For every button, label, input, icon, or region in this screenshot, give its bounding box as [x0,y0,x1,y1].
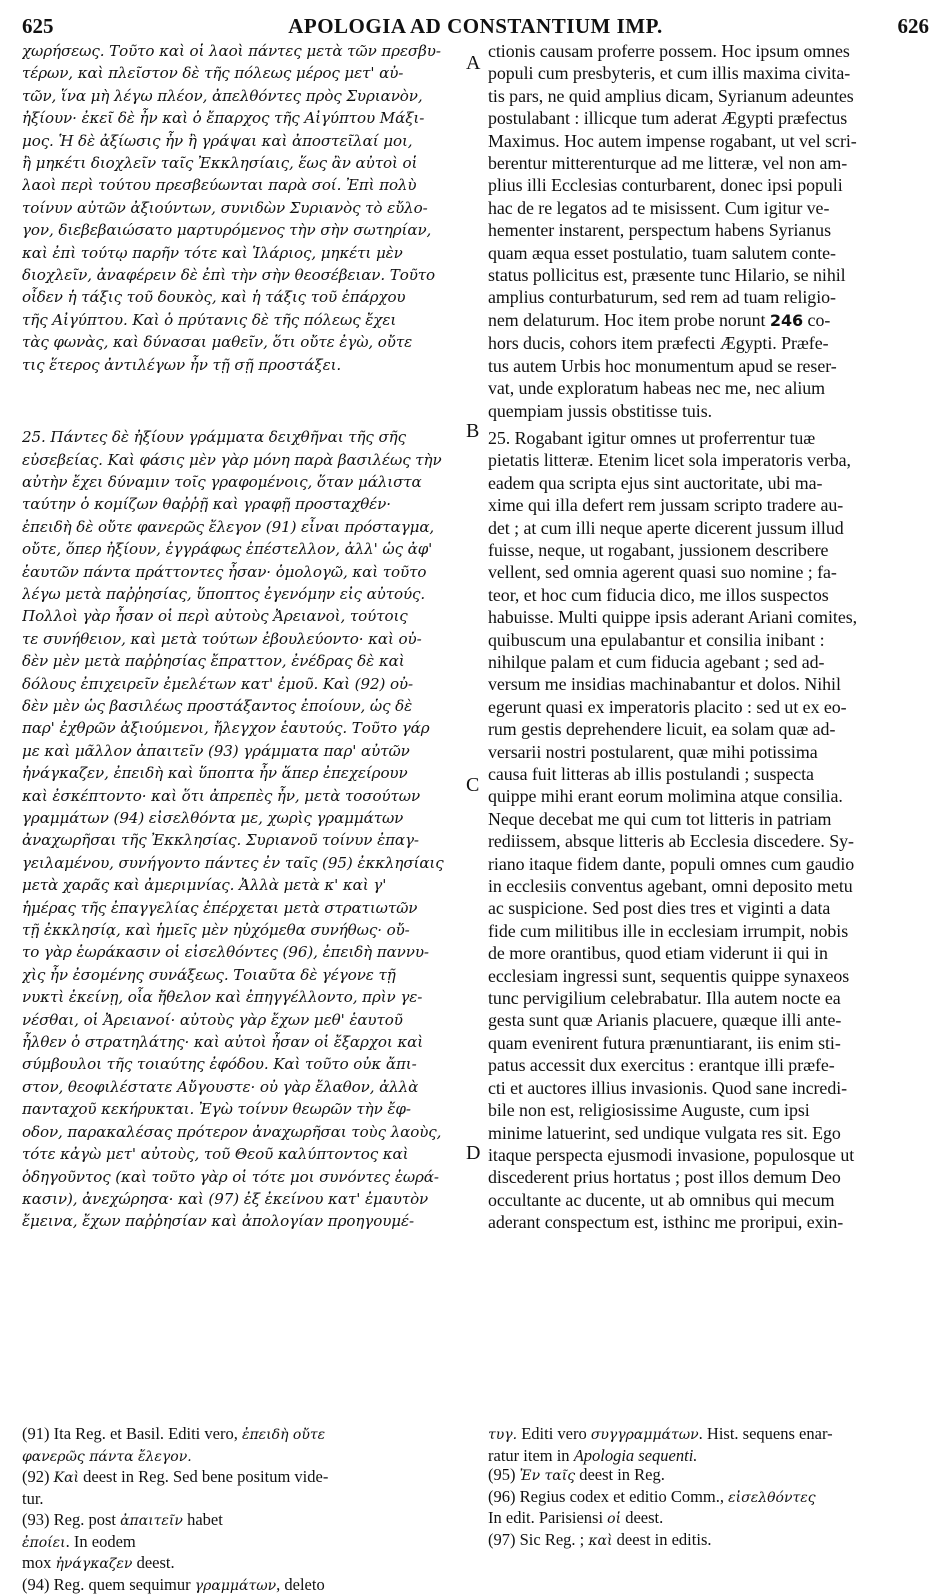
greek-line: οδον, παρακαλέσας πρότερον ἀναχωρῆσαι τοὺς λαοὺς, [22,1121,462,1143]
greek-line: νέσθαι, οἱ Ἀρειανοί· αὐτοὺς γὰρ ἔχων μεθ' ἑαυτοῦ [22,1009,462,1031]
latin-line: plius illi Ecclesias conturbarent, donec ipsi populi [488,174,930,196]
running-header [22,14,929,40]
latin-line: nihilque palam et cum fiducia agebant ; sed ad- [488,651,930,673]
latin-line: gesta sunt quæ Arianis placuere, quæque illi ante- [488,1009,930,1031]
latin-line: pietatis litteræ. Etenim licet sola imperatoris verba, [488,449,930,471]
greek-line: ἑαυτῶν πάντα πράττοντες ἦσαν· ὁμολογῶ, καὶ τοῦτο [22,561,462,583]
latin-line: discederent prius hortatus ; post illos demum Deo [488,1166,930,1188]
greek-line: τέρων, καὶ πλεῖστον δὲ τῆς πόλεως μέρος μετ' αὐ- [22,62,462,84]
latin-line: in ecclesiis conventus agebant, omni deposito metu [488,875,930,897]
latin-line: ac suspicione. Sed post dies tres et viginti a data [488,897,930,919]
footnote-line: In edit. Parisiensi οἱ deest. [488,1508,930,1530]
footnote-line: (95) Ἐν ταῖς deest in Reg. [488,1465,930,1487]
greek-line: τοίνυν αὐτῶν ἀξιούντων, συνιδὼν Συριανὸς τὸ εὔλο- [22,197,462,219]
greek-line: ἀναχωρῆσαι τῆς Ἐκκλησίας. Συριανοῦ τοίνυν ἐπαγ- [22,829,462,851]
greek-line: λέγω μετὰ παῤῥησίας, ὕποπτος ἐγενόμην εἰς αὐτούς. [22,583,462,605]
greek-line: νυκτὶ ἐκείνῃ, οἷα ἤθελον καὶ ἐπηγγέλλοντο, πρὶν γε- [22,986,462,1008]
greek-paragraph-2 [22,426,462,1233]
footnote-line: (96) Regius codex et editio Comm., εἰσελθόντες [488,1487,930,1509]
latin-line: bile non est, religiosissime Auguste, cum ipsi [488,1099,930,1121]
latin-line: rum gestis deprehendere licuit, ea solam quæ ad- [488,718,930,740]
latin-paragraph-2 [488,427,930,1234]
greek-line: το γὰρ ἑωράκασιν οἱ εἰσελθόντες (96), ἐπειδὴ παννυ- [22,941,462,963]
greek-line: ἠξίουν· ἐκεῖ δὲ ἦν καὶ ὁ ἔπαρχος τῆς Αἰγύπτου Μάξι- [22,107,462,129]
page-number-left: 625 [22,14,54,39]
latin-line: vellent, sed omnia agerent quasi suo nomine ; fa- [488,561,930,583]
greek-line: καὶ ἐσκέπτοντο· καὶ ὅτι ἀπρεπὲς ἦν, μετὰ τοσούτων [22,785,462,807]
footnote-line: (92) Καὶ deest in Reg. Sed bene positum vide- [22,1467,462,1489]
latin-line: itaque perspecta ejusmodi invasione, populosque ut [488,1144,930,1166]
latin-paragraph-1 [488,40,930,422]
greek-column [22,40,462,1233]
margin-marker-c: C [466,774,479,797]
footnotes-left [22,1424,462,1596]
greek-line: 25. Πάντες δὲ ἠξίουν γράμματα δειχθῆναι τῆς σῆς [22,426,462,448]
greek-line: ἢ μηκέτι διοχλεῖν ταῖς Ἐκκλησίαις, ἕως ἂν αὐτοὶ οἱ [22,152,462,174]
footnotes-right [488,1424,930,1551]
greek-line: λαοὶ περὶ τούτου πρεσβεύωνται παρὰ σοί. Ἐπὶ πολὺ [22,174,462,196]
latin-line: amplius conturbaturum, sed rem ad tuam religio- [488,286,930,308]
greek-line: δὲν μὲν μετὰ παῤῥησίας ἔπραττον, ἐνέδρας δὲ καὶ [22,650,462,672]
greek-line: τῆς Αἰγύπτου. Καὶ ὁ πρύτανις δὲ τῆς πόλεως ἔχει [22,309,462,331]
footnote-line: mox ἠνάγκαζεν deest. [22,1553,462,1575]
latin-line: versum me insidias machinabantur et dolos. Nihil [488,673,930,695]
footnote-line: ἐποίει. In eodem [22,1532,462,1554]
latin-line: det ; at cum illi neque aperte dicerent jussum illud [488,517,930,539]
latin-line: status pollicitus est, præsente tunc Hilario, se nihil [488,264,930,286]
greek-line: γραμμάτων (94) εἰσελθόντα με, χωρὶς γραμμάτων [22,807,462,829]
greek-line: αὐτὴν ἔχει δύναμιν τοῖς γραφομένοις, ὅταν μάλιστα [22,471,462,493]
greek-line: χωρήσεως. Τοῦτο καὶ οἱ λαοὶ πάντες μετὰ τῶν πρεσβυ- [22,40,462,62]
latin-line: quam æqua esset postulatio, tuam salutem conte- [488,242,930,264]
latin-line: teor, et hoc cum fiducia dico, me illos suspectos [488,584,930,606]
greek-line: σύμβουλοι τῆς τοιαύτης ἐφόδου. Καὶ τοῦτο οὐκ ἄπι- [22,1053,462,1075]
greek-line: τότε κἀγὼ μετ' αὐτοὺς, τοῦ Θεοῦ καλύπτοντος καὶ [22,1143,462,1165]
greek-line: γειλαμένου, συνήγοντο πάντες ἐν ταῖς (95) ἐκκλησίαις [22,852,462,874]
greek-line: κασιν), ἀνεχώρησα· καὶ (97) ἐξ ἐκείνου κατ' ἐμαυτὸν [22,1188,462,1210]
footnote-line: ratur item in Apologia sequenti. [488,1446,930,1466]
greek-paragraph-1 [22,40,462,376]
greek-line: διοχλεῖν, ἀναφέρειν δὲ ἐπὶ τὴν σὴν θεοσέβειαν. Τοῦτο [22,264,462,286]
latin-line: occultante ac ducente, ut ab omnibus qui mecum [488,1189,930,1211]
greek-line: καὶ ἐπὶ τούτῳ παρῆν τότε καὶ Ἱλάριος, μηκέτι μὲν [22,242,462,264]
greek-line: στον, θεοφιλέστατε Αὔγουστε· οὐ γὰρ ἔλαθον, ἀλλὰ [22,1076,462,1098]
latin-line: fide cum militibus ille in ecclesiam irrumpit, nobis [488,920,930,942]
latin-line: fuisse, neque, ut rogabant, jussionem describere [488,539,930,561]
footnote-line: (97) Sic Reg. ; καὶ deest in editis. [488,1530,930,1552]
latin-column [488,40,930,1234]
latin-line: tus autem Urbis hoc monumentum apud se reser- [488,355,930,377]
margin-marker-b: B [466,420,479,443]
greek-line: μετὰ χαρᾶς καὶ ἀμεριμνίας. Ἀλλὰ μετὰ κ' καὶ γ' [22,874,462,896]
latin-line: rediissem, absque litteris ab Ecclesia discedere. Sy- [488,830,930,852]
greek-line: οὔτε, ὅπερ ἠξίουν, ἐγγράφως ἐπέστελλον, ἀλλ' ὡς ἀφ' [22,538,462,560]
running-title: APOLOGIA AD CONSTANTIUM IMP. [22,14,929,39]
latin-line: postulabant : illicque tum aderat Ægypti præfectus [488,107,930,129]
greek-line: παρ' ἐχθρῶν ἀξιούμενοι, ἤλεγχον ἑαυτούς. Τοῦτο γάρ [22,717,462,739]
greek-line: τε συνήθειον, καὶ μετὰ τούτων ἐβουλεύοντο· καὶ οὐ- [22,628,462,650]
greek-line: τῇ ἐκκλησίᾳ, καὶ ἡμεῖς μὲν ηὐχόμεθα συνήθως· οὔ- [22,919,462,941]
latin-line: quibuscum una epulabantur et consilia inibant : [488,629,930,651]
footnote-line: (93) Reg. post ἀπαιτεῖν habet [22,1510,462,1532]
footnote-line: (94) Reg. quem sequimur γραμμάτων, deleto [22,1575,462,1596]
latin-line: hors ducis, cohors item præfecti Ægypti. Præfe- [488,332,930,354]
margin-marker-d: D [466,1142,480,1165]
latin-line: versarii nostri postularent, quæ mihi potissima [488,741,930,763]
greek-line: ἔμεινα, ἔχων παῤῥησίαν καὶ ἀπολογίαν προηγουμέ- [22,1210,462,1232]
latin-line: vat, unde exploratum habeas nec me, nec alium [488,377,930,399]
footnote-line: φανερῶς πάντα ἔλεγον. [22,1446,462,1468]
latin-line: egerunt quasi ex imperatoris placito : sed ut ex eo- [488,696,930,718]
footnote-line: τυγ. Editi vero συγγραμμάτων. Hist. sequens enar- [488,1424,930,1446]
latin-line: quippe mihi erant eorum molimina atque consilia. [488,785,930,807]
greek-line: με καὶ μᾶλλον ἀπαιτεῖν (93) γράμματα παρ' αὐτῶν [22,740,462,762]
latin-line: tunc pervigilium celebrabatur. Illa autem nocte ea [488,987,930,1009]
latin-line: patus accessit dux exercitus : erantque illi præfe- [488,1054,930,1076]
latin-line: aderant conspectum est, isthinc me proripui, exin- [488,1211,930,1233]
greek-line: τὰς φωνὰς, καὶ δύνασαι μαθεῖν, ὅτι οὔτε ἐγὼ, οὔτε [22,331,462,353]
footnote-line: tur. [22,1489,462,1511]
latin-line: causa fuit litteras ab illis postulandi ; suspecta [488,763,930,785]
latin-line: quam evenirent futura prænuntiarant, iis enim sti- [488,1032,930,1054]
greek-line: δόλους ἐπιχειρεῖν ἐμελέτων κατ' ἐμοῦ. Καὶ (92) οὐ- [22,673,462,695]
latin-line-tail: co- [808,310,831,330]
greek-line: ταύτην ὁ κομίζων θαῤῥῇ καὶ γραφῇ προσταχθέν· [22,493,462,515]
column-number: 246 [770,311,803,330]
latin-line: ctionis causam proferre possem. Hoc ipsum omnes [488,40,930,62]
greek-line: τῶν, ἵνα μὴ λέγω πλέον, ἀπελθόντες πρὸς Συριανὸν, [22,85,462,107]
latin-line: quempiam jussis obstitisse tuis. [488,400,930,422]
greek-line: μος. Ἡ δὲ ἀξίωσις ἦν ἢ γράψαι καὶ ἀποστεῖλαί μοι, [22,130,462,152]
latin-line: Maximus. Hoc autem impense rogabant, ut vel scri- [488,130,930,152]
latin-line: 25. Rogabant igitur omnes ut proferrentur tuæ [488,427,930,449]
greek-line: ἡμέρας τῆς ἐπαγγελίας ἐπέρχεται μετὰ στρατιωτῶν [22,897,462,919]
latin-line: hementer instarent, perspectum habens Syrianus [488,219,930,241]
greek-line: ὁδηγοῦντος (καὶ τοῦτο γὰρ οἱ τότε μοι συνόντες ἑωρά- [22,1166,462,1188]
greek-line: ἦλθεν ὁ στρατηλάτης· καὶ αὐτοὶ ἦσαν οἱ ἔξαρχοι καὶ [22,1031,462,1053]
latin-line: habuisse. Multi quippe ipsis aderant Ariani comites, [488,606,930,628]
greek-line: πανταχοῦ κεκήρυκται. Ἐγὼ τοίνυν θεωρῶν τὴν ἔφ- [22,1098,462,1120]
greek-line: τις ἕτερος ἀντιλέγων ἦν τῇ σῇ προστάξει. [22,354,462,376]
latin-line: cti et auctores illius invasionis. Quod sane incredi- [488,1077,930,1099]
greek-line: δὲν μὲν ὡς βασιλέως προστάξαντος ἐποίουν, ὡς δὲ [22,695,462,717]
latin-line-with-column-number [488,309,930,332]
latin-line: xime qui illa defert rem jussam scripto tradere au- [488,494,930,516]
greek-line: Πολλοὶ γὰρ ἦσαν οἱ περὶ αὐτοὺς Ἀρειανοὶ, τούτοις [22,605,462,627]
latin-line: minime latuerint, sed undique vulgata res sit. Ego [488,1122,930,1144]
latin-line-text: nem delaturum. Hoc item probe norunt [488,310,765,330]
latin-line: Neque decebat me qui cum tot litteris in patriam [488,808,930,830]
latin-line: riano itaque fidem dante, populi omnes cum gaudio [488,853,930,875]
greek-line: οἶδεν ἡ τάξις τοῦ δουκὸς, καὶ ἡ τάξις τοῦ ἐπάρχου [22,286,462,308]
greek-line: εὐσεβείας. Καὶ φάσις μὲν γὰρ μόνη παρὰ βασιλέως τὴν [22,449,462,471]
latin-line: de more orantibus, quod etiam viderunt ii qui in [488,942,930,964]
latin-line: eadem qua scripta ejus sint auctoritate, ubi ma- [488,472,930,494]
footnote-line: (91) Ita Reg. et Basil. Editi vero, ἐπειδὴ οὔτε [22,1424,462,1446]
page-number-right: 626 [898,14,930,39]
greek-line: ἐπειδὴ δὲ οὔτε φανερῶς ἔλεγον (91) εἶναι πρόσταγμα, [22,516,462,538]
latin-line: ecclesiam ingressi sunt, sequentis quippe synaxeos [488,965,930,987]
latin-line: hac de re legatos ad te misissent. Cum igitur ve- [488,197,930,219]
greek-line: ἠνάγκαζεν, ἐπειδὴ καὶ ὕποπτα ἦν ἅπερ ἐπεχείρουν [22,762,462,784]
latin-line: tis pars, ne quid amplius dicam, Syrianum adeuntes [488,85,930,107]
margin-marker-a: A [466,52,480,75]
greek-line: γον, διεβεβαιώσατο μαρτυρόμενος τὴν σὴν σωτηρίαν, [22,219,462,241]
greek-line: χὶς ἦν ἐσομένης συνάξεως. Τοιαῦτα δὲ γέγονε τῇ [22,964,462,986]
latin-line: populi cum presbyteris, et cum illis maxima civita- [488,62,930,84]
latin-line: berentur mitterenturque ad me litteræ, vel non am- [488,152,930,174]
